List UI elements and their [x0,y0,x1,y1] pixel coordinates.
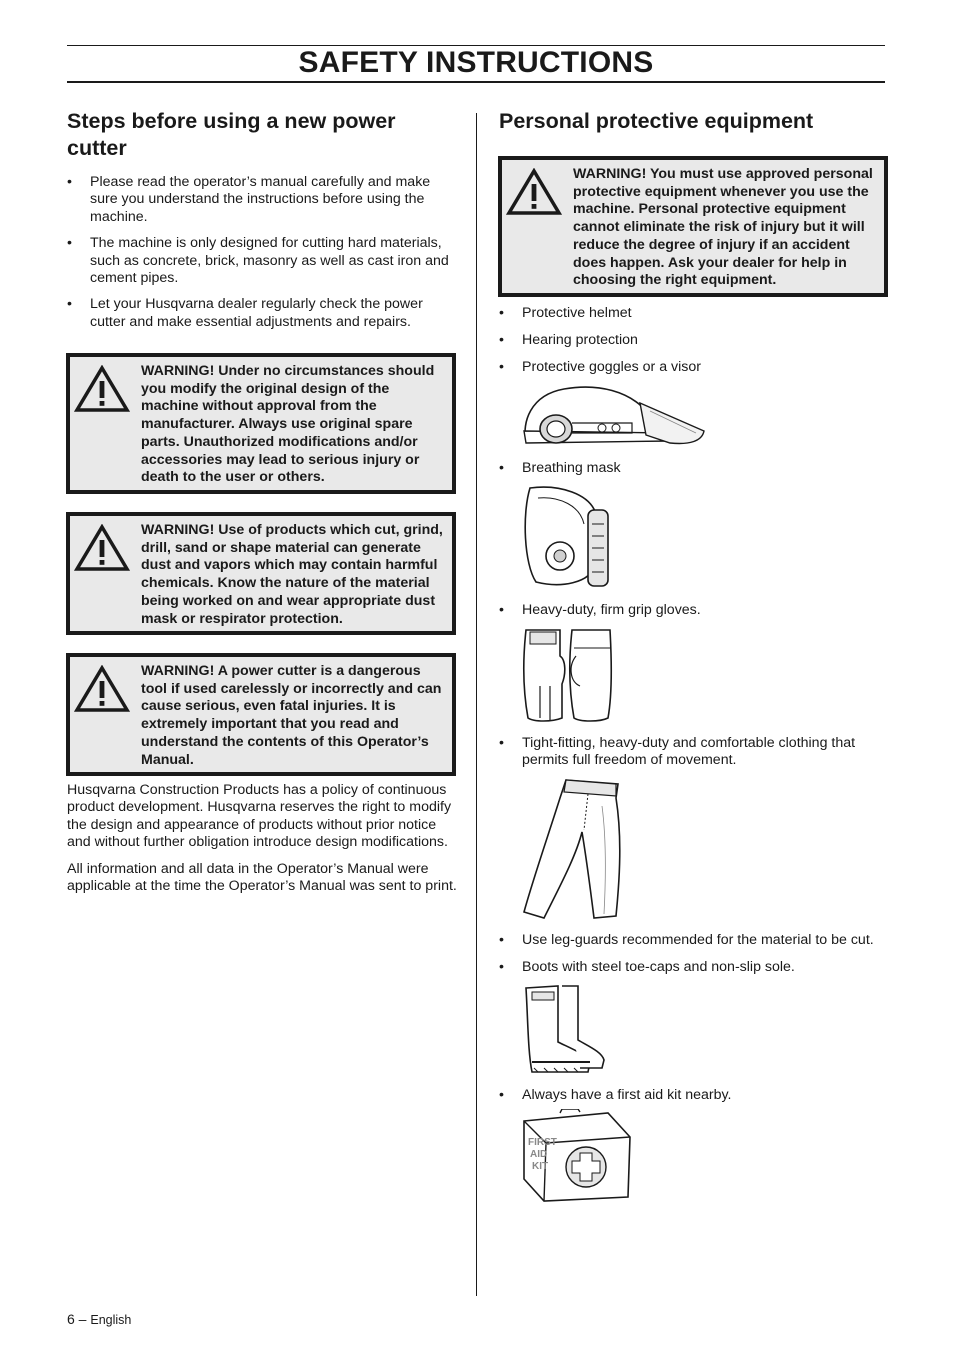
warning-box-ppe [498,156,888,297]
list-item: • The machine is only designed for cutting hard materials, such as concrete, brick, masonry as well as cast iron and cement pipes. [67,235,457,287]
boots-illustration [520,982,608,1076]
warning-triangle-icon [506,168,562,216]
list-item: • Tight-fitting, heavy-duty and comfortable clothing that permits full freedom of movement. [499,735,889,770]
ppe-list-mask [499,460,889,477]
first-aid-label-line: KIT [532,1161,549,1172]
list-item: • Hearing protection [499,332,889,349]
page-title: SAFETY INSTRUCTIONS [298,46,654,79]
paragraph: Husqvarna Construction Products has a policy of continuous product development. Husqvarna reserves the right to modify the design and appearance of products without prior notice and without further obligation introduce design modifications. [67,782,452,851]
page-number: 6 – [67,1311,87,1327]
first-aid-label-line: AID [530,1149,548,1160]
ppe-list-legs [499,932,889,976]
warning-text: WARNING! You must use approved personal protective equipment whenever you use the machine. Personal protective equipment cannot eliminate the risk of injury but it will reduce the degree of injury if an accident does happen. Ask your dealer for help in choosing the right equipment. [573,166,873,289]
warning-text: WARNING! Under no circumstances should you modify the original design of the machine without approval from the manufacturer. Always use original spare parts. Unauthorized modifications and/or accessories may lead to serious injury or death to the user or others. [141,363,435,486]
breathing-mask-illustration [520,484,612,590]
list-item: • Always have a first aid kit nearby. [499,1087,889,1104]
warning-text: WARNING! Use of products which cut, grind, drill, sand or shape material can generate dust and vapors which may contain harmful chemicals. Know the nature of the material being worked on and wear appropriate dust mask or respirator protection. [141,522,443,627]
list-item: • Let your Husqvarna dealer regularly check the power cutter and make essential adjustments and repairs. [67,296,457,331]
warning-box-modification [66,353,456,494]
ppe-list-clothing [499,735,889,770]
paragraph: All information and all data in the Operator’s Manual were applicable at the time the Operator’s Manual was sent to print. [67,860,457,895]
ppe-list-gloves [499,602,889,619]
footer-language: English [90,1313,132,1327]
warning-triangle-icon [74,524,130,572]
steps-list [67,174,457,331]
policy-text [67,782,459,895]
list-item: • Protective goggles or a visor [499,359,889,376]
column-divider [476,113,477,1296]
list-item: • Breathing mask [499,460,889,477]
first-aid-kit-illustration [520,1109,632,1203]
list-item: • Please read the operator’s manual carefully and make sure you understand the instructions before using the machine. [67,174,457,226]
list-item: • Protective helmet [499,305,889,322]
right-column [499,108,889,135]
section-heading-steps: Steps before using a new power cutter [67,109,396,160]
warning-triangle-icon [74,365,130,413]
ppe-list-head [499,305,889,376]
first-aid-label-line: FIRST [528,1137,557,1148]
warning-text: WARNING! A power cutter is a dangerous tool if used carelessly or incorrectly and can cause serious, even fatal injuries. It is extremely important that you read and understand the contents of this Operator’s Manual. [141,663,442,768]
left-column [67,108,457,162]
trousers-illustration [520,776,624,921]
warning-triangle-icon [74,665,130,713]
list-item: • Heavy-duty, firm grip gloves. [499,602,889,619]
page-footer [67,1311,131,1327]
ppe-list-firstaid [499,1087,889,1104]
list-item: • Use leg-guards recommended for the material to be cut. [499,932,889,949]
section-heading-ppe: Personal protective equipment [499,109,814,133]
title-underline [67,81,885,83]
warning-box-danger [66,653,456,776]
list-item: • Boots with steel toe-caps and non-slip sole. [499,959,889,976]
warning-box-dust [66,512,456,635]
gloves-illustration [520,626,616,724]
helmet-visor-illustration [520,383,708,449]
